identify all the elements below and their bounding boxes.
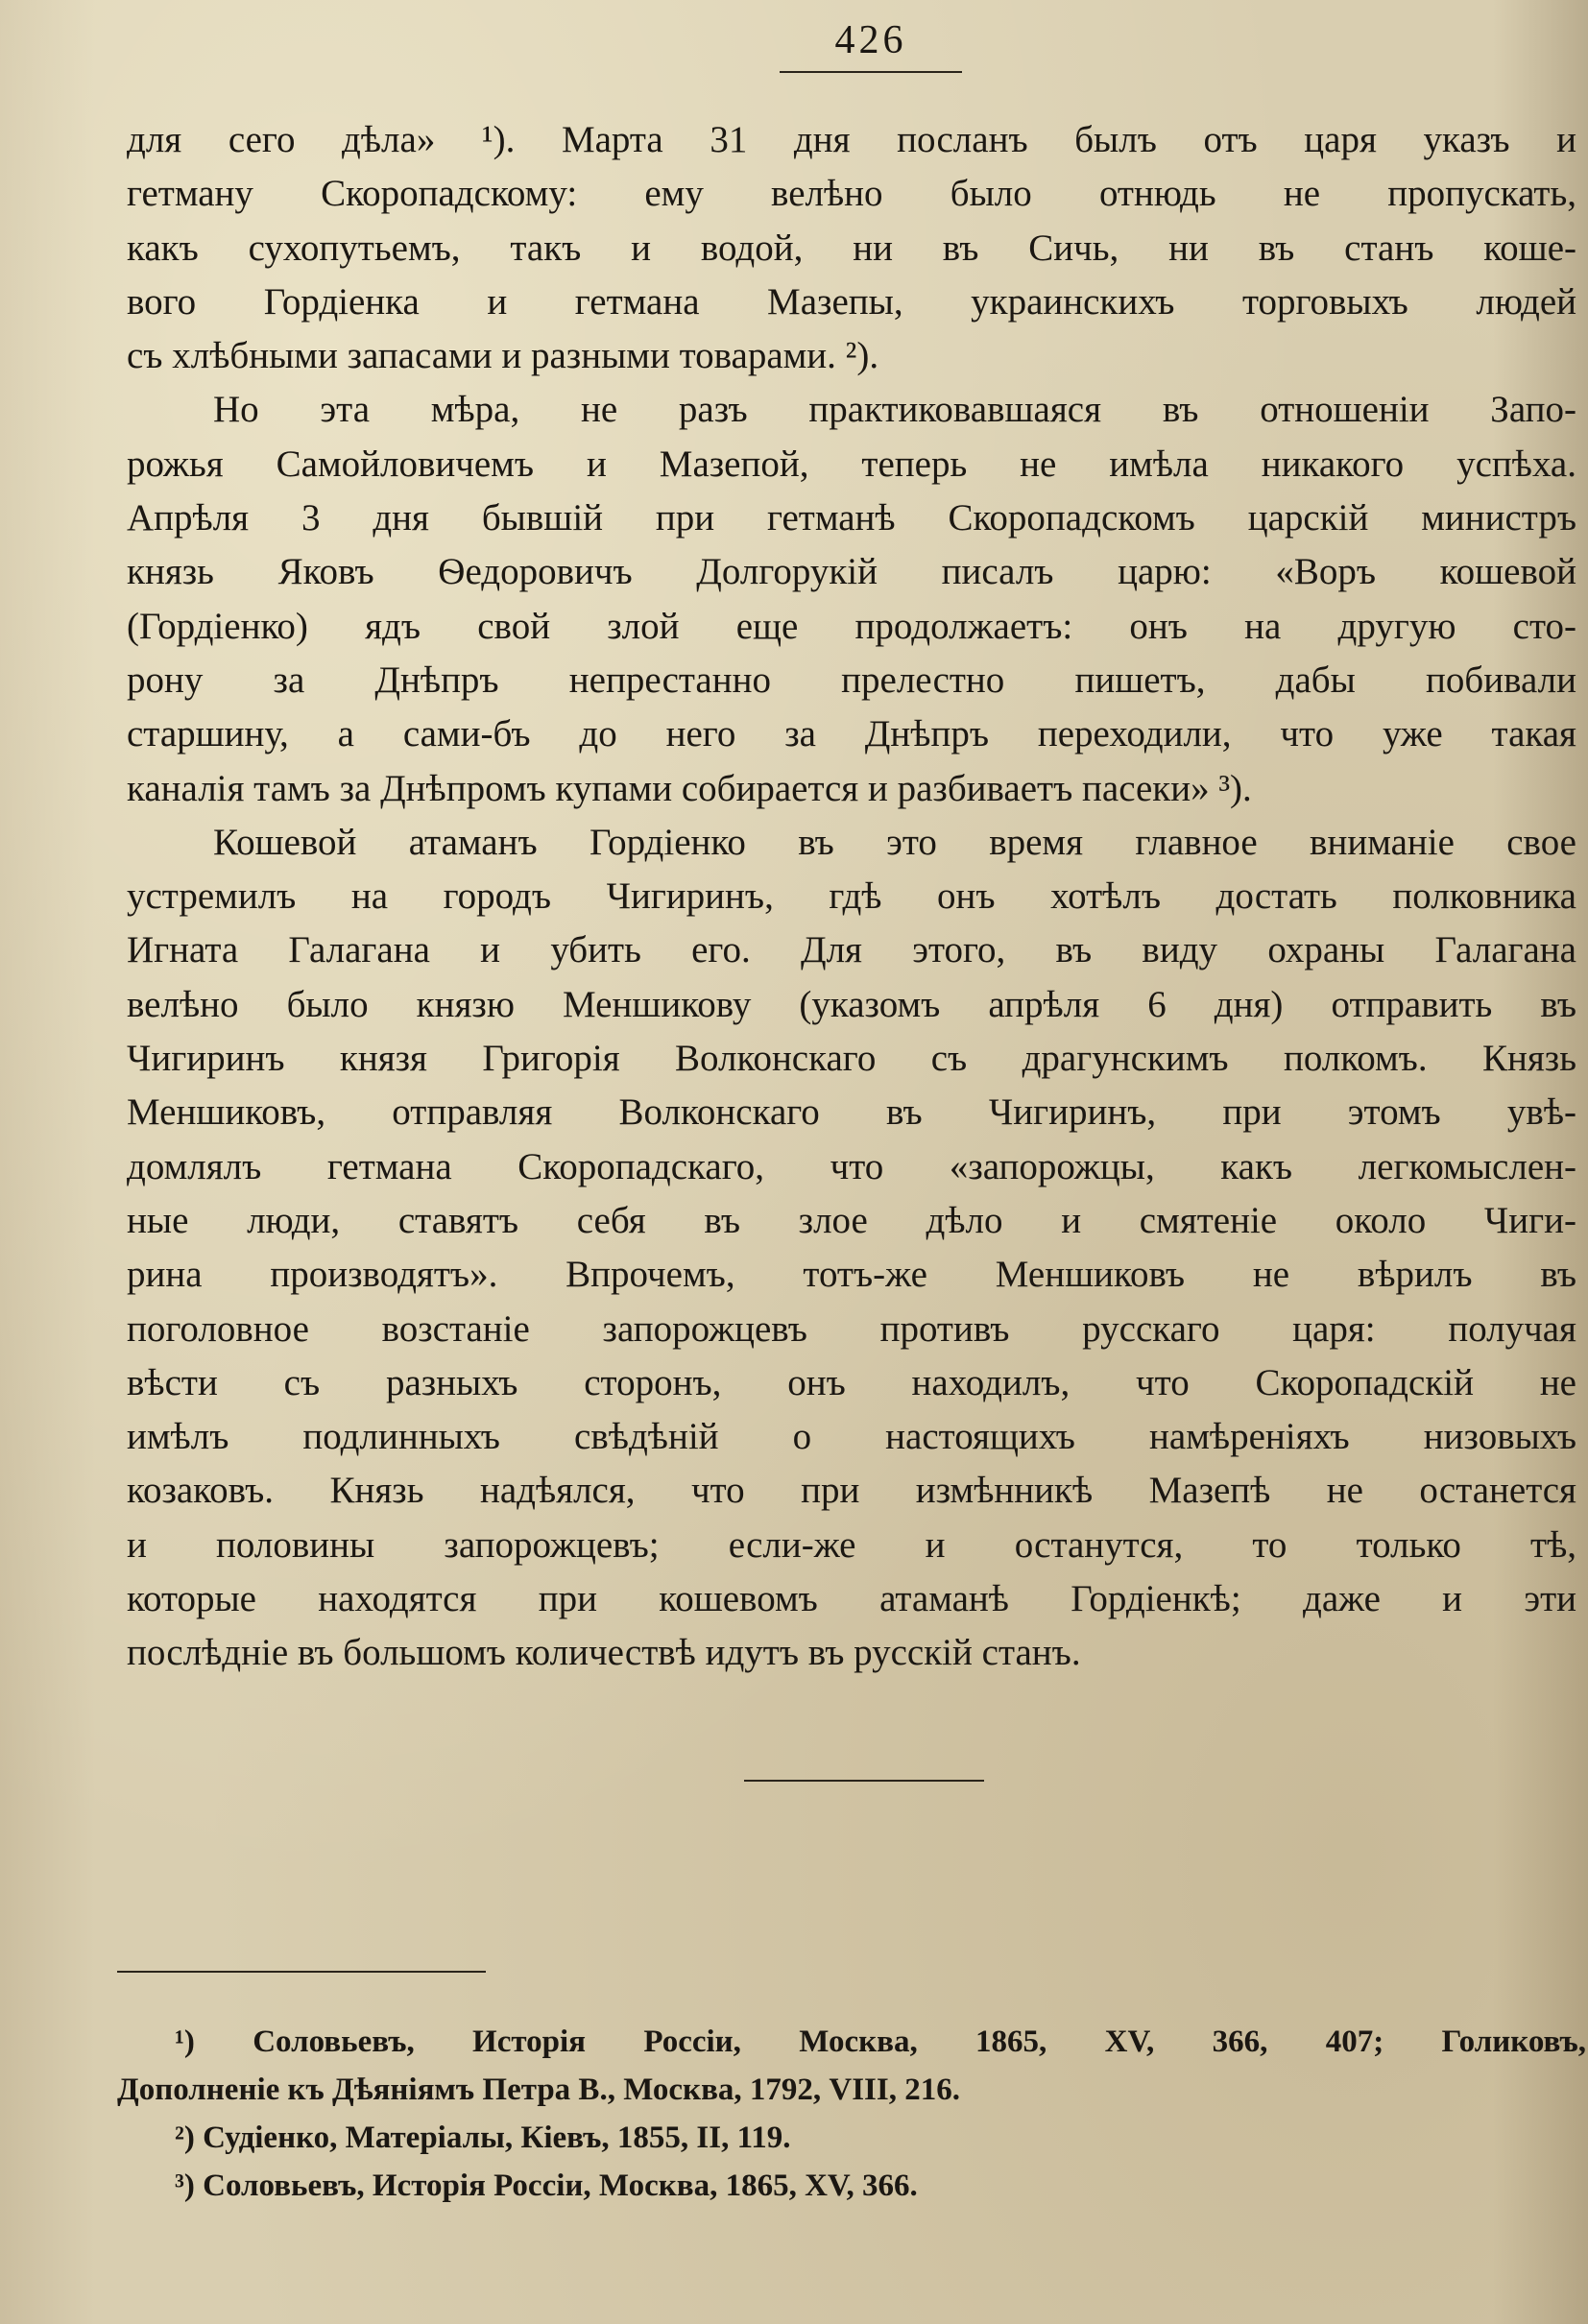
text-line: для сего дѣла» ¹). Марта 31 дня посланъ былъ отъ царя указъ и	[127, 119, 1576, 160]
footnote-line: Дополненіе къ Дѣяніямъ Петра В., Москва, 1792, VIII, 216.	[117, 2072, 960, 2107]
text-line: Чигиринъ князя Григорія Волконскаго съ драгунскимъ полкомъ. Князь	[127, 1038, 1576, 1080]
text-line: домлялъ гетмана Скоропадскаго, что «запорожцы, какъ легкомыслен-	[127, 1145, 1576, 1187]
text-line: поголовное возстаніе запорожцевъ противъ русскаго царя: получая	[127, 1307, 1576, 1350]
text-line: Меншиковъ, отправляя Волконскаго въ Чигиринъ, при этомъ увѣ-	[127, 1091, 1576, 1134]
text-line: каналія тамъ за Днѣпромъ купами собирается и разбиваетъ пасеки» ³).	[127, 767, 1252, 809]
text-line: (Гордіенко) ядъ свой злой еще продолжаетъ: онъ на другую сто-	[127, 605, 1576, 647]
page-number-underline	[780, 71, 962, 73]
text-line: съ хлѣбными запасами и разными товарами. ²).	[127, 335, 879, 377]
text-line: и половины запорожцевъ; если-же и останутся, то только тѣ,	[127, 1523, 1576, 1566]
page-number-block	[780, 13, 962, 67]
text-line: какъ сухопутьемъ, такъ и водой, ни въ Сичь, ни въ станъ коше-	[127, 227, 1576, 269]
section-end-rule	[744, 1780, 984, 1782]
footnote-line: ¹) Соловьевъ, Исторія Россіи, Москва, 1865, XV, 366, 407; Голиковъ,	[175, 2025, 1586, 2059]
text-line: Но эта мѣра, не разъ практиковавшаяся въ отношеніи Запо-	[213, 389, 1576, 431]
text-line: рина производятъ». Впрочемъ, тотъ-же Меншиковъ не вѣрилъ въ	[127, 1254, 1576, 1296]
text-line: рожья Самойловичемъ и Мазепой, теперь не имѣла никакого успѣха.	[127, 443, 1576, 485]
text-line: Апрѣля 3 дня бывшій при гетманѣ Скоропадскомъ царскій министръ	[127, 497, 1576, 539]
text-line: рону за Днѣпръ непрестанно прелестно пишетъ, дабы побивали	[127, 659, 1576, 701]
text-line: послѣдніе въ большомъ количествѣ идутъ въ русскій станъ.	[127, 1632, 1081, 1674]
main-text	[127, 113, 1576, 1681]
text-line: князь Яковъ Ѳедоровичъ Долгорукій писалъ царю: «Воръ кошевой	[127, 551, 1576, 593]
text-line: гетману Скоропадскому: ему велѣно было отнюдь не пропускать,	[127, 173, 1576, 215]
footnote-line: ²) Судіенко, Матеріалы, Кіевъ, 1855, II, 119.	[175, 2120, 791, 2155]
text-line: имѣлъ подлинныхъ свѣдѣній о настоящихъ намѣреніяхъ низовыхъ	[127, 1416, 1576, 1458]
footnote-separator	[117, 1971, 486, 1973]
text-line: вого Гордіенка и гетмана Мазепы, украинскихъ торговыхъ людей	[127, 280, 1576, 323]
text-line: устремилъ на городъ Чигиринъ, гдѣ онъ хотѣлъ достать полковника	[127, 875, 1576, 918]
text-line: вѣсти съ разныхъ сторонъ, онъ находилъ, что Скоропадскій не	[127, 1361, 1576, 1403]
text-line: ные люди, ставятъ себя въ злое дѣло и смятеніе около Чиги-	[127, 1199, 1576, 1241]
text-line: Кошевой атаманъ Гордіенко въ это время главное вниманіе свое	[213, 821, 1576, 863]
footnotes	[117, 2018, 1586, 2210]
text-line: старшину, а сами-бъ до него за Днѣпръ переходили, что уже такая	[127, 713, 1576, 755]
text-line: которые находятся при кошевомъ атаманѣ Гордіенкѣ; даже и эти	[127, 1578, 1576, 1620]
text-line: козаковъ. Князь надѣялся, что при измѣнникѣ Мазепѣ не останется	[127, 1470, 1576, 1512]
page-number: 426	[834, 18, 907, 62]
footnote-line: ³) Соловьевъ, Исторія Россіи, Москва, 1865, XV, 366.	[175, 2168, 918, 2203]
text-line: велѣно было князю Меншикову (указомъ апрѣля 6 дня) отправить въ	[127, 983, 1576, 1025]
text-line: Игната Галагана и убить его. Для этого, въ виду охраны Галагана	[127, 929, 1576, 971]
